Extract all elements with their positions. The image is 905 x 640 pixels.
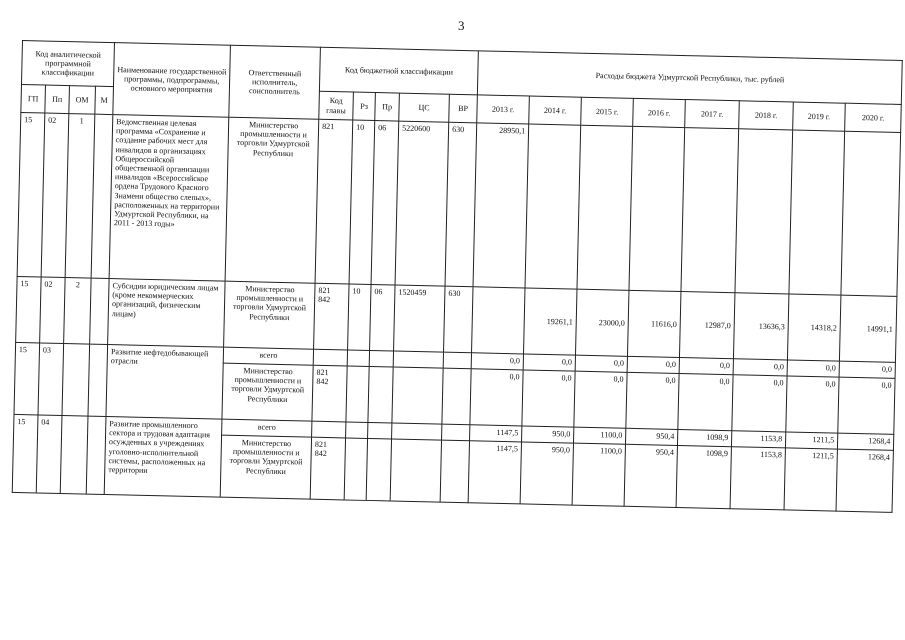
cell-value: 1098,9 [676, 445, 731, 508]
cell-value: 14318,2 [788, 294, 841, 361]
cell-om: 2 [64, 278, 91, 345]
cell-value: 1147,5 [468, 441, 521, 504]
cell-cs [392, 367, 443, 424]
cell-name: Субсидии юридическим лицам (кроме некоммерческих организаций, физическим лицам) [108, 279, 225, 348]
cell-gp: 15 [14, 342, 40, 415]
cell-vr [440, 440, 469, 503]
cell-value: 0,0 [522, 370, 575, 427]
cell-value: 0,0 [733, 359, 787, 376]
header-pr: Пр [375, 93, 400, 122]
header-om: ОМ [69, 86, 96, 115]
cell-value: 1153,8 [730, 447, 785, 510]
cell-pr: 06 [371, 121, 399, 286]
cell-value: 0,0 [627, 356, 679, 373]
cell-value: 11616,0 [628, 290, 681, 357]
cell-m [90, 278, 110, 344]
cell-value: 0,0 [838, 377, 895, 434]
cell-vr [443, 352, 471, 369]
cell-value: 1153,8 [732, 431, 786, 448]
kod-glavy-value: 842 [316, 376, 329, 387]
cell-pr [368, 422, 392, 439]
cell-value: 0,0 [574, 371, 627, 428]
cell-value: 0,0 [732, 375, 787, 432]
cell-m [86, 416, 106, 494]
cell-value: 1100,0 [574, 427, 626, 444]
cell-cs: 5220600 [395, 121, 449, 286]
cell-kod-glavy [312, 421, 346, 438]
cell-rz: 10 [348, 284, 371, 350]
cell-value [681, 128, 739, 293]
cell-name: Ведомственная целевая программа «Сохранение и создание рабочих мест для инвалидов в организациях Общероссийской общественной организации инвалидов «Всероссийское ордена Трудового Красного Знамени общество слепых», расположенных на территории Удмуртской Республики, на 2011 - 2013 годы» [109, 115, 229, 282]
cell-om [60, 416, 88, 495]
cell-value: 0,0 [575, 355, 627, 372]
header-cs: ЦС [399, 93, 450, 122]
cell-value: 0,0 [787, 360, 839, 377]
header-expenses: Расходы бюджета Удмуртской Республики, тыс. рублей [477, 51, 902, 105]
cell-pr [369, 350, 393, 367]
cell-rz [346, 366, 369, 422]
header-gp: ГП [21, 84, 46, 113]
cell-pp: 03 [38, 343, 64, 416]
cell-value [525, 124, 581, 289]
cell-executor: Министерство промышленности и торговли Удмуртской Республики [225, 117, 319, 283]
cell-value: 1211,5 [784, 448, 837, 511]
cell-executor: Министерство промышленности и торговли Удмуртской Республики [224, 281, 315, 349]
cell-value: 0,0 [470, 369, 523, 426]
cell-vr [442, 368, 471, 425]
cell-value [472, 287, 525, 354]
kod-glavy-value: 842 [314, 448, 327, 459]
cell-rz [347, 350, 369, 366]
kod-glavy-value: 821 [318, 285, 331, 296]
cell-om [62, 344, 90, 417]
cell-cs [393, 351, 443, 368]
header-year: 2019 г. [793, 102, 846, 131]
cell-value: 1268,4 [836, 449, 893, 512]
header-m: М [95, 86, 114, 114]
header-vr: ВР [449, 94, 478, 123]
header-year: 2020 г. [845, 103, 902, 132]
cell-cs [392, 423, 442, 440]
cell-pr: 06 [370, 284, 395, 351]
header-analytic-code: Код аналитической программной классификации [21, 41, 114, 87]
cell-executor: Министерство промышленности и торговли Удмуртской Республики [222, 363, 313, 421]
cell-value: 13636,3 [734, 293, 789, 360]
header-executor: Ответственный исполнитель, соисполнитель [229, 45, 321, 119]
cell-pr [366, 438, 391, 501]
cell-gp: 15 [17, 112, 45, 277]
cell-name: Развитие промышленного сектора и трудовая адаптация осужденных в учреждениях уголовно-исполнительной системы, расположенных на территории [104, 417, 222, 498]
cell-value [789, 130, 845, 295]
cell-kod-glavy [312, 365, 347, 422]
cell-value: 1100,0 [572, 443, 625, 506]
cell-gp: 15 [12, 414, 38, 493]
header-year: 2014 г. [529, 96, 582, 125]
cell-executor: всего [223, 347, 313, 365]
header-year: 2015 г. [581, 97, 634, 126]
cell-vr: 630 [444, 286, 474, 353]
kod-glavy-value: 821 [314, 439, 328, 450]
cell-value: 950,0 [522, 426, 574, 443]
header-year: 2016 г. [633, 98, 686, 127]
cell-name: Развитие нефтедобывающей отрасли [106, 345, 224, 420]
cell-value: 14991,1 [840, 295, 898, 362]
cell-value: 0,0 [839, 361, 895, 378]
cell-om: 1 [65, 114, 95, 279]
cell-rz [346, 422, 368, 438]
header-year: 2017 г. [685, 100, 740, 129]
budget-table [12, 40, 903, 513]
cell-executor: всего [222, 419, 312, 437]
kod-glavy-value: 821 [316, 367, 329, 378]
cell-value: 950,4 [626, 428, 678, 445]
cell-value: 19261,1 [524, 288, 577, 355]
header-budget-code: Код бюджетной классификации [319, 47, 478, 95]
cell-pr [368, 366, 393, 423]
cell-kod-glavy: 821 [315, 119, 353, 284]
cell-value: 0,0 [679, 358, 733, 375]
cell-m [88, 344, 108, 416]
header-pp: Пп [45, 85, 70, 114]
cell-kod-glavy [313, 349, 347, 366]
cell-value: 28950,1 [473, 123, 529, 288]
cell-pp: 04 [36, 415, 62, 494]
cell-value [841, 131, 901, 296]
cell-value: 1268,4 [838, 433, 894, 450]
cell-value [577, 125, 633, 290]
header-year: 2013 г. [477, 95, 530, 124]
cell-pp: 02 [40, 277, 65, 344]
cell-value: 950,4 [624, 444, 677, 507]
header-year: 2018 г. [739, 101, 794, 130]
page-number: 3 [458, 18, 465, 33]
cell-value: 0,0 [678, 373, 733, 430]
cell-value: 1147,5 [470, 425, 522, 442]
table-row [17, 112, 901, 296]
cell-value [629, 126, 685, 291]
kod-glavy-value: 842 [318, 294, 331, 305]
cell-kod-glavy [310, 437, 345, 500]
header-kod-glavy: Код главы [319, 91, 354, 120]
cell-rz: 10 [349, 120, 375, 284]
cell-vr: 630 [445, 122, 477, 287]
cell-value: 0,0 [523, 354, 575, 371]
cell-executor: Министерство промышленности и торговли Удмуртской Республики [220, 435, 311, 499]
cell-rz [344, 438, 367, 500]
cell-value: 0,0 [786, 376, 839, 433]
cell-kod-glavy [314, 283, 349, 350]
header-name: Наименование государственной программы, подпрограммы, основного мероприятия [113, 43, 231, 118]
cell-cs [390, 439, 441, 502]
budget-table-sheet [12, 40, 892, 513]
cell-value: 0,0 [471, 353, 523, 370]
header-rz: Рз [353, 92, 376, 120]
cell-value: 12987,0 [680, 292, 735, 359]
cell-value: 0,0 [626, 372, 679, 429]
cell-vr [442, 424, 470, 441]
cell-cs: 1520459 [394, 285, 445, 352]
cell-value: 1098,9 [678, 429, 732, 446]
cell-gp: 15 [16, 276, 41, 343]
cell-value: 1211,5 [786, 432, 838, 449]
cell-value [735, 129, 793, 294]
cell-value: 950,0 [520, 442, 573, 505]
cell-pp: 02 [41, 113, 69, 278]
cell-value: 23000,0 [576, 289, 629, 356]
